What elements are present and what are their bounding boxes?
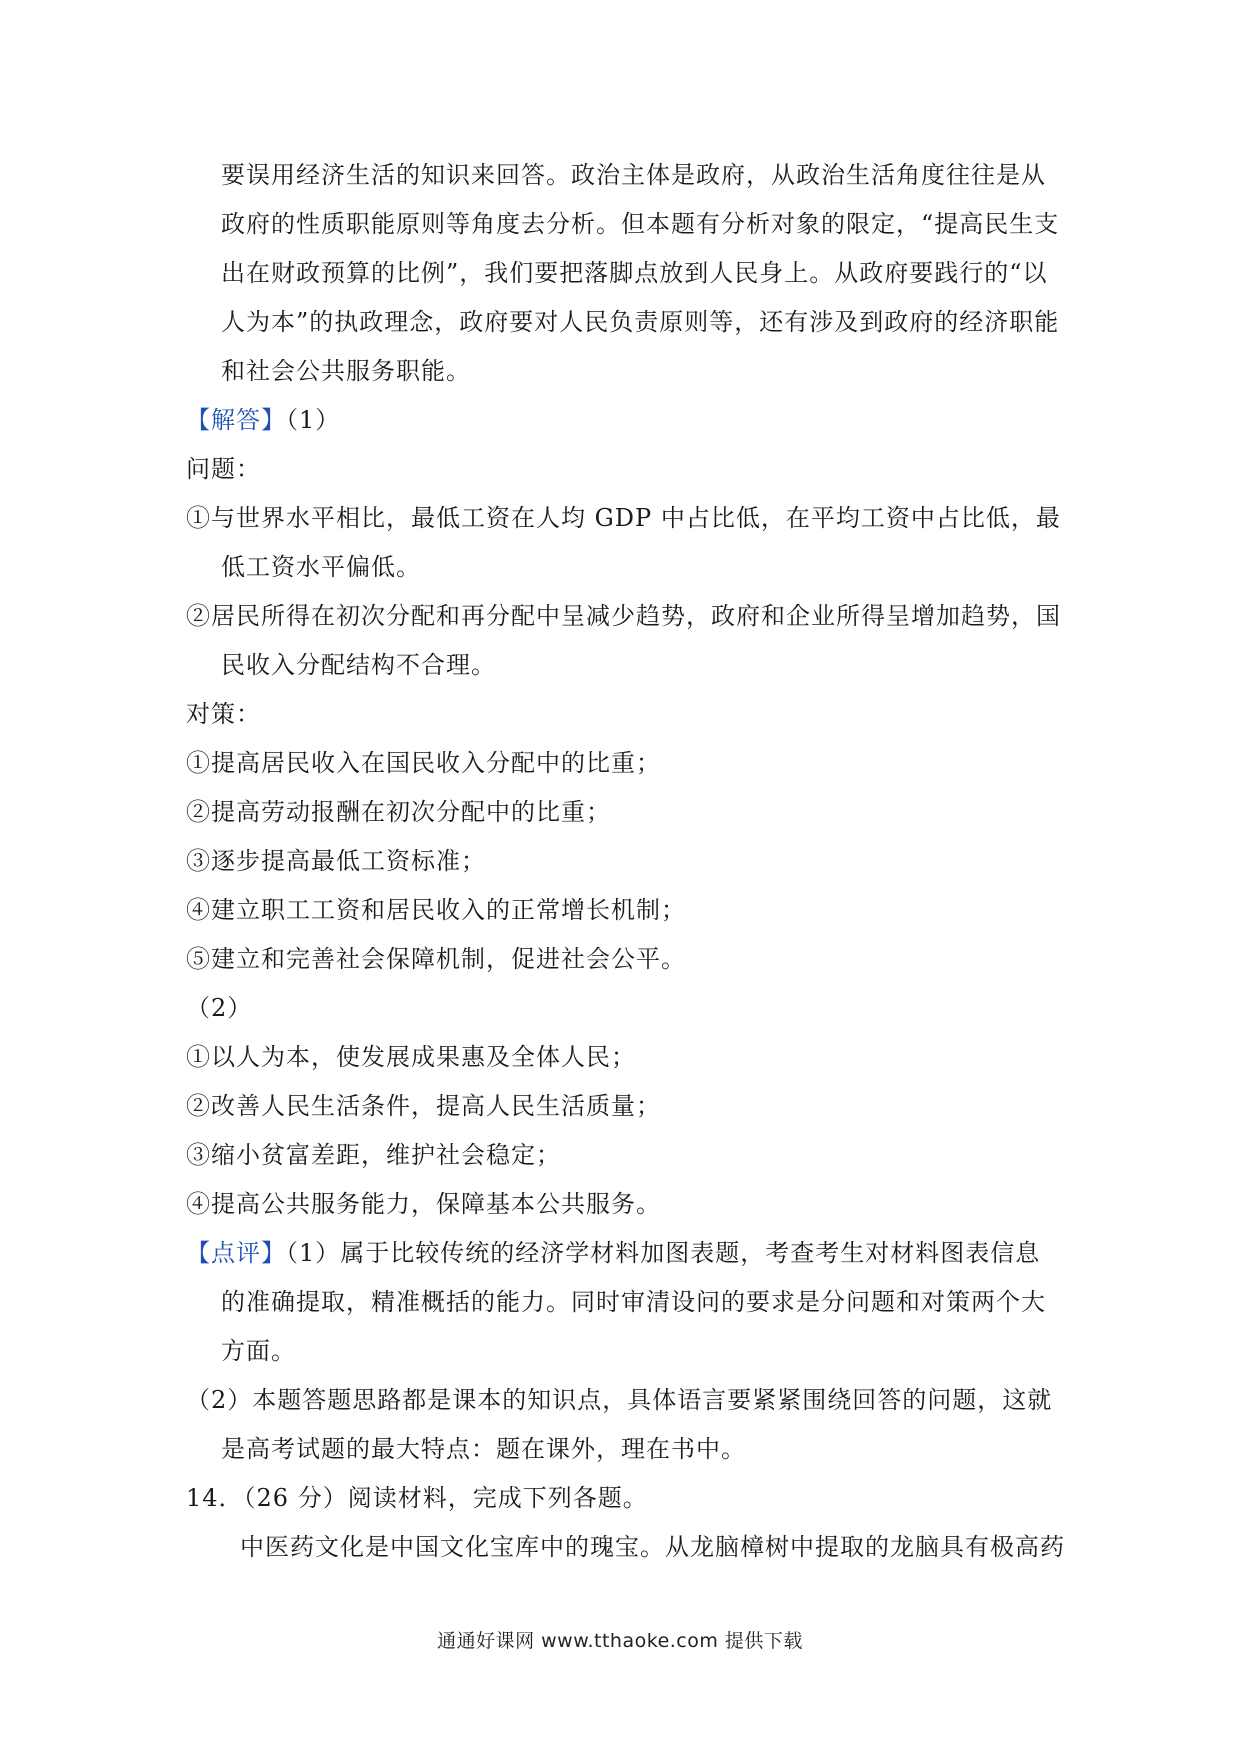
question-14-header: 14．（26 分）阅读材料，完成下列各题。 bbox=[186, 1484, 648, 1512]
part2-item: ②改善人民生活条件，提高人民生活质量； bbox=[186, 1092, 661, 1120]
measure-item: ①提高居民收入在国民收入分配中的比重； bbox=[186, 749, 661, 777]
footer-watermark: 通通好课网 www.tthaoke.com 提供下载 bbox=[437, 1630, 803, 1652]
measure-item: ⑤建立和完善社会保障机制，促进社会公平。 bbox=[186, 945, 686, 973]
part2-item: ④提高公共服务能力，保障基本公共服务。 bbox=[186, 1190, 661, 1218]
comment-p2-line-2: 是高考试题的最大特点：题在课外，理在书中。 bbox=[221, 1435, 746, 1463]
problem-2-line-2: 民收入分配结构不合理。 bbox=[221, 651, 496, 679]
part2-item: ①以人为本，使发展成果惠及全体人民； bbox=[186, 1043, 636, 1071]
problem-2-line-1: ②居民所得在初次分配和再分配中呈减少趋势，政府和企业所得呈增加趋势，国 bbox=[186, 602, 1061, 630]
answer-tag: 【解答】 bbox=[186, 406, 286, 434]
intro-line-5: 和社会公共服务职能。 bbox=[221, 357, 471, 385]
comment-line-1 bbox=[186, 1237, 1040, 1269]
problem-1-line-2: 低工资水平偏低。 bbox=[221, 553, 421, 581]
part2-item: ③缩小贫富差距，维护社会稳定； bbox=[186, 1141, 561, 1169]
intro-line-2: 政府的性质职能原则等角度去分析。但本题有分析对象的限定，“提高民生支 bbox=[221, 210, 1060, 238]
answer-part2-label: （2） bbox=[186, 994, 253, 1022]
problems-heading: 问题： bbox=[186, 455, 261, 483]
comment-p1-line-1: （1）属于比较传统的经济学材料加图表题，考查考生对材料图表信息 bbox=[286, 1239, 1041, 1267]
measure-item: ④建立职工工资和居民收入的正常增长机制； bbox=[186, 896, 686, 924]
measure-item: ②提高劳动报酬在初次分配中的比重； bbox=[186, 798, 611, 826]
comment-p1-line-2: 的准确提取，精准概括的能力。同时审清设问的要求是分问题和对策两个大 bbox=[221, 1288, 1046, 1316]
intro-line-4: 人为本”的执政理念，政府要对人民负责原则等，还有涉及到政府的经济职能 bbox=[221, 308, 1060, 336]
intro-line-1: 要误用经济生活的知识来回答。政治主体是政府，从政治生活角度往往是从 bbox=[221, 161, 1046, 189]
answer-part1-label: （1） bbox=[286, 406, 341, 434]
comment-p2-line-1: （2）本题答题思路都是课本的知识点，具体语言要紧紧围绕回答的问题，这就 bbox=[186, 1386, 1053, 1414]
measure-item: ③逐步提高最低工资标准； bbox=[186, 847, 486, 875]
measures-heading: 对策： bbox=[186, 700, 261, 728]
problem-1-line-1: ①与世界水平相比，最低工资在人均 GDP 中占比低，在平均工资中占比低，最 bbox=[186, 504, 1061, 532]
comment-tag: 【点评】 bbox=[186, 1239, 286, 1267]
comment-p1-line-3: 方面。 bbox=[221, 1337, 296, 1365]
intro-line-3: 出在财政预算的比例”，我们要把落脚点放到人民身上。从政府要践行的“以 bbox=[221, 259, 1048, 287]
answer-header bbox=[186, 404, 340, 436]
question-14-text-line-1: 中医药文化是中国文化宝库中的瑰宝。从龙脑樟树中提取的龙脑具有极高药 bbox=[240, 1533, 1065, 1561]
